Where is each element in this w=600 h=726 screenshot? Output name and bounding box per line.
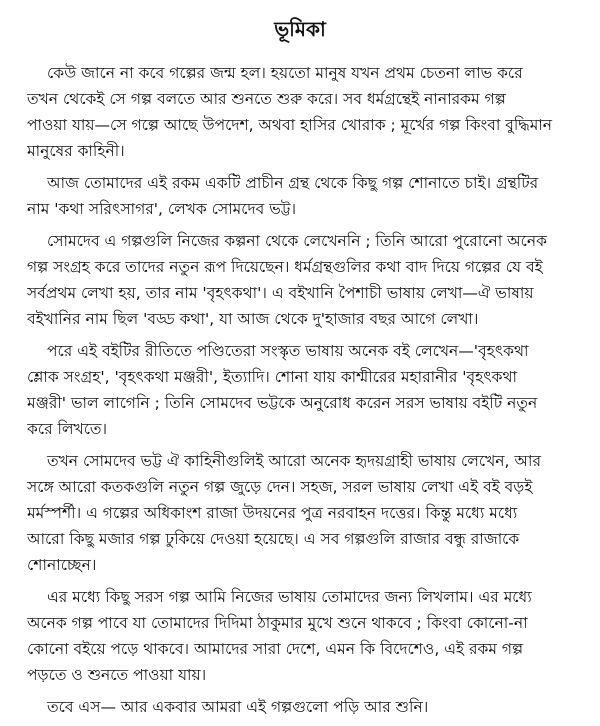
text-line: মর্মস্পর্শী। এ গল্পের অধিকাংশ রাজা উদয়নের পুত্র নরবাহন দত্তের। কিন্তু মধ্যে মধ্যে <box>27 504 518 522</box>
text-line: কোনো বইয়ে পড়ে থাকবে। আমাদের সারা দেশে, এমন কি বিদেশেও, এই রকম গল্প <box>27 640 524 658</box>
text-line: সোমদেব এ গল্পগুলি নিজের কল্পনা থেকে লেখেননি ; তিনি আরো পুরোনো অনেক <box>47 232 547 250</box>
text-line: শ্লোক সংগ্রহ', 'বৃহৎকথা মঞ্জরী', ইত্যাদি। শোনা যায় কাশ্মীরের মহারানীর 'বৃহৎকথা <box>27 368 517 386</box>
paragraph <box>27 694 579 720</box>
text-line: এর মধ্যে কিছু সরস গল্প আমি নিজের ভাষায় তোমাদের জন্য লিখলাম। এর মধ্যে <box>47 588 532 606</box>
text-line: মঞ্জরী' ভাল লাগেনি ; তিনি সোমদেব ভট্টকে অনুরোধ করেন সরস ভাষায় বইটি নতুন <box>27 394 538 412</box>
text-line: মানুষের কাহিনী। <box>27 142 125 160</box>
text-line: সর্বপ্রথম লেখা হয়, তার নাম 'বৃহৎকথা'। এ বইখানি পৈশাচী ভাষায় লেখা—ঐ ভাষায় <box>27 284 534 302</box>
paragraph <box>27 228 579 332</box>
text-line: তখন থেকেই সে গল্প বলতে আর শুনতে শুরু করে। সব ধর্মগ্রন্থেই নানারকম গল্প <box>27 90 506 108</box>
text-line: আরো কিছু মজার গল্প ঢুকিয়ে দেওয়া হয়েছে। এ সব গল্পগুলি রাজার বন্ধু রাজাকে <box>27 530 520 548</box>
text-line: বইখানির নাম ছিল 'বড্ড কথা', যা আজ থেকে দু'হাজার বছর আগে লেখা। <box>27 310 479 328</box>
text-line: আজ তোমাদের এই রকম একটি প্রাচীন গ্রন্থ থেকে কিছু গল্প শোনাতে চাই। গ্রন্থটির <box>47 174 539 192</box>
text-line: পড়তে ও শুনতে পাওয়া যায়। <box>27 666 207 684</box>
paragraph <box>27 338 579 442</box>
text-line: শোনাচ্ছেন। <box>27 556 97 574</box>
text-line: কেউ জানে না কবে গল্পের জন্ম হল। হয়তো মানুষ যখন প্রথম চেতনা লাভ করে <box>47 64 523 82</box>
body-text <box>27 60 579 726</box>
paragraph <box>27 60 579 164</box>
text-line: তখন সোমদেব ভট্ট ঐ কাহিনীগুলিই আরো অনেক হৃদয়গ্রাহী ভাষায় লেখেন, আর <box>47 452 542 470</box>
text-line: পরে এই বইটির রীতিতে পণ্ডিতেরা সংস্কৃত ভাষায় অনেক বই লেখেন—'বৃহৎকথা <box>47 342 529 360</box>
page-title: ভূমিকা <box>274 17 326 41</box>
paragraph <box>27 448 579 578</box>
text-line: করে লিখতে। <box>27 420 108 438</box>
paragraph <box>27 170 579 222</box>
paragraph <box>27 584 579 688</box>
text-line: তবে এস— আর একবার আমরা এই গল্পগুলো পড়ি আর শুনি। <box>47 698 429 716</box>
text-line: গল্প সংগ্রহ করে তাদের নতুন রূপ দিয়েছেন। ধর্মগ্রন্থগুলির কথা বাদ দিয়ে গল্পের যে বই <box>27 258 543 276</box>
text-line: অনেক গল্প পাবে যা তোমাদের দিদিমা ঠাকুমার মুখে শুনে থাকবে ; কিংবা কোনো-না <box>27 614 528 632</box>
text-line: সঙ্গে আরো কতকগুলি নতুন গল্প জুড়ে দেন। সহজ, সরল ভাষায় লেখা এই বই বড়ই <box>27 478 533 496</box>
text-line: পাওয়া যায়—সে গল্পে আছে উপদেশ, অথবা হাসির খোরাক ; মূর্খের গল্প কিংবা বুদ্ধিমান <box>27 116 553 134</box>
text-line: নাম 'কথা সরিৎসাগর', লেখক সোমদেব ভট্ট। <box>27 200 297 218</box>
